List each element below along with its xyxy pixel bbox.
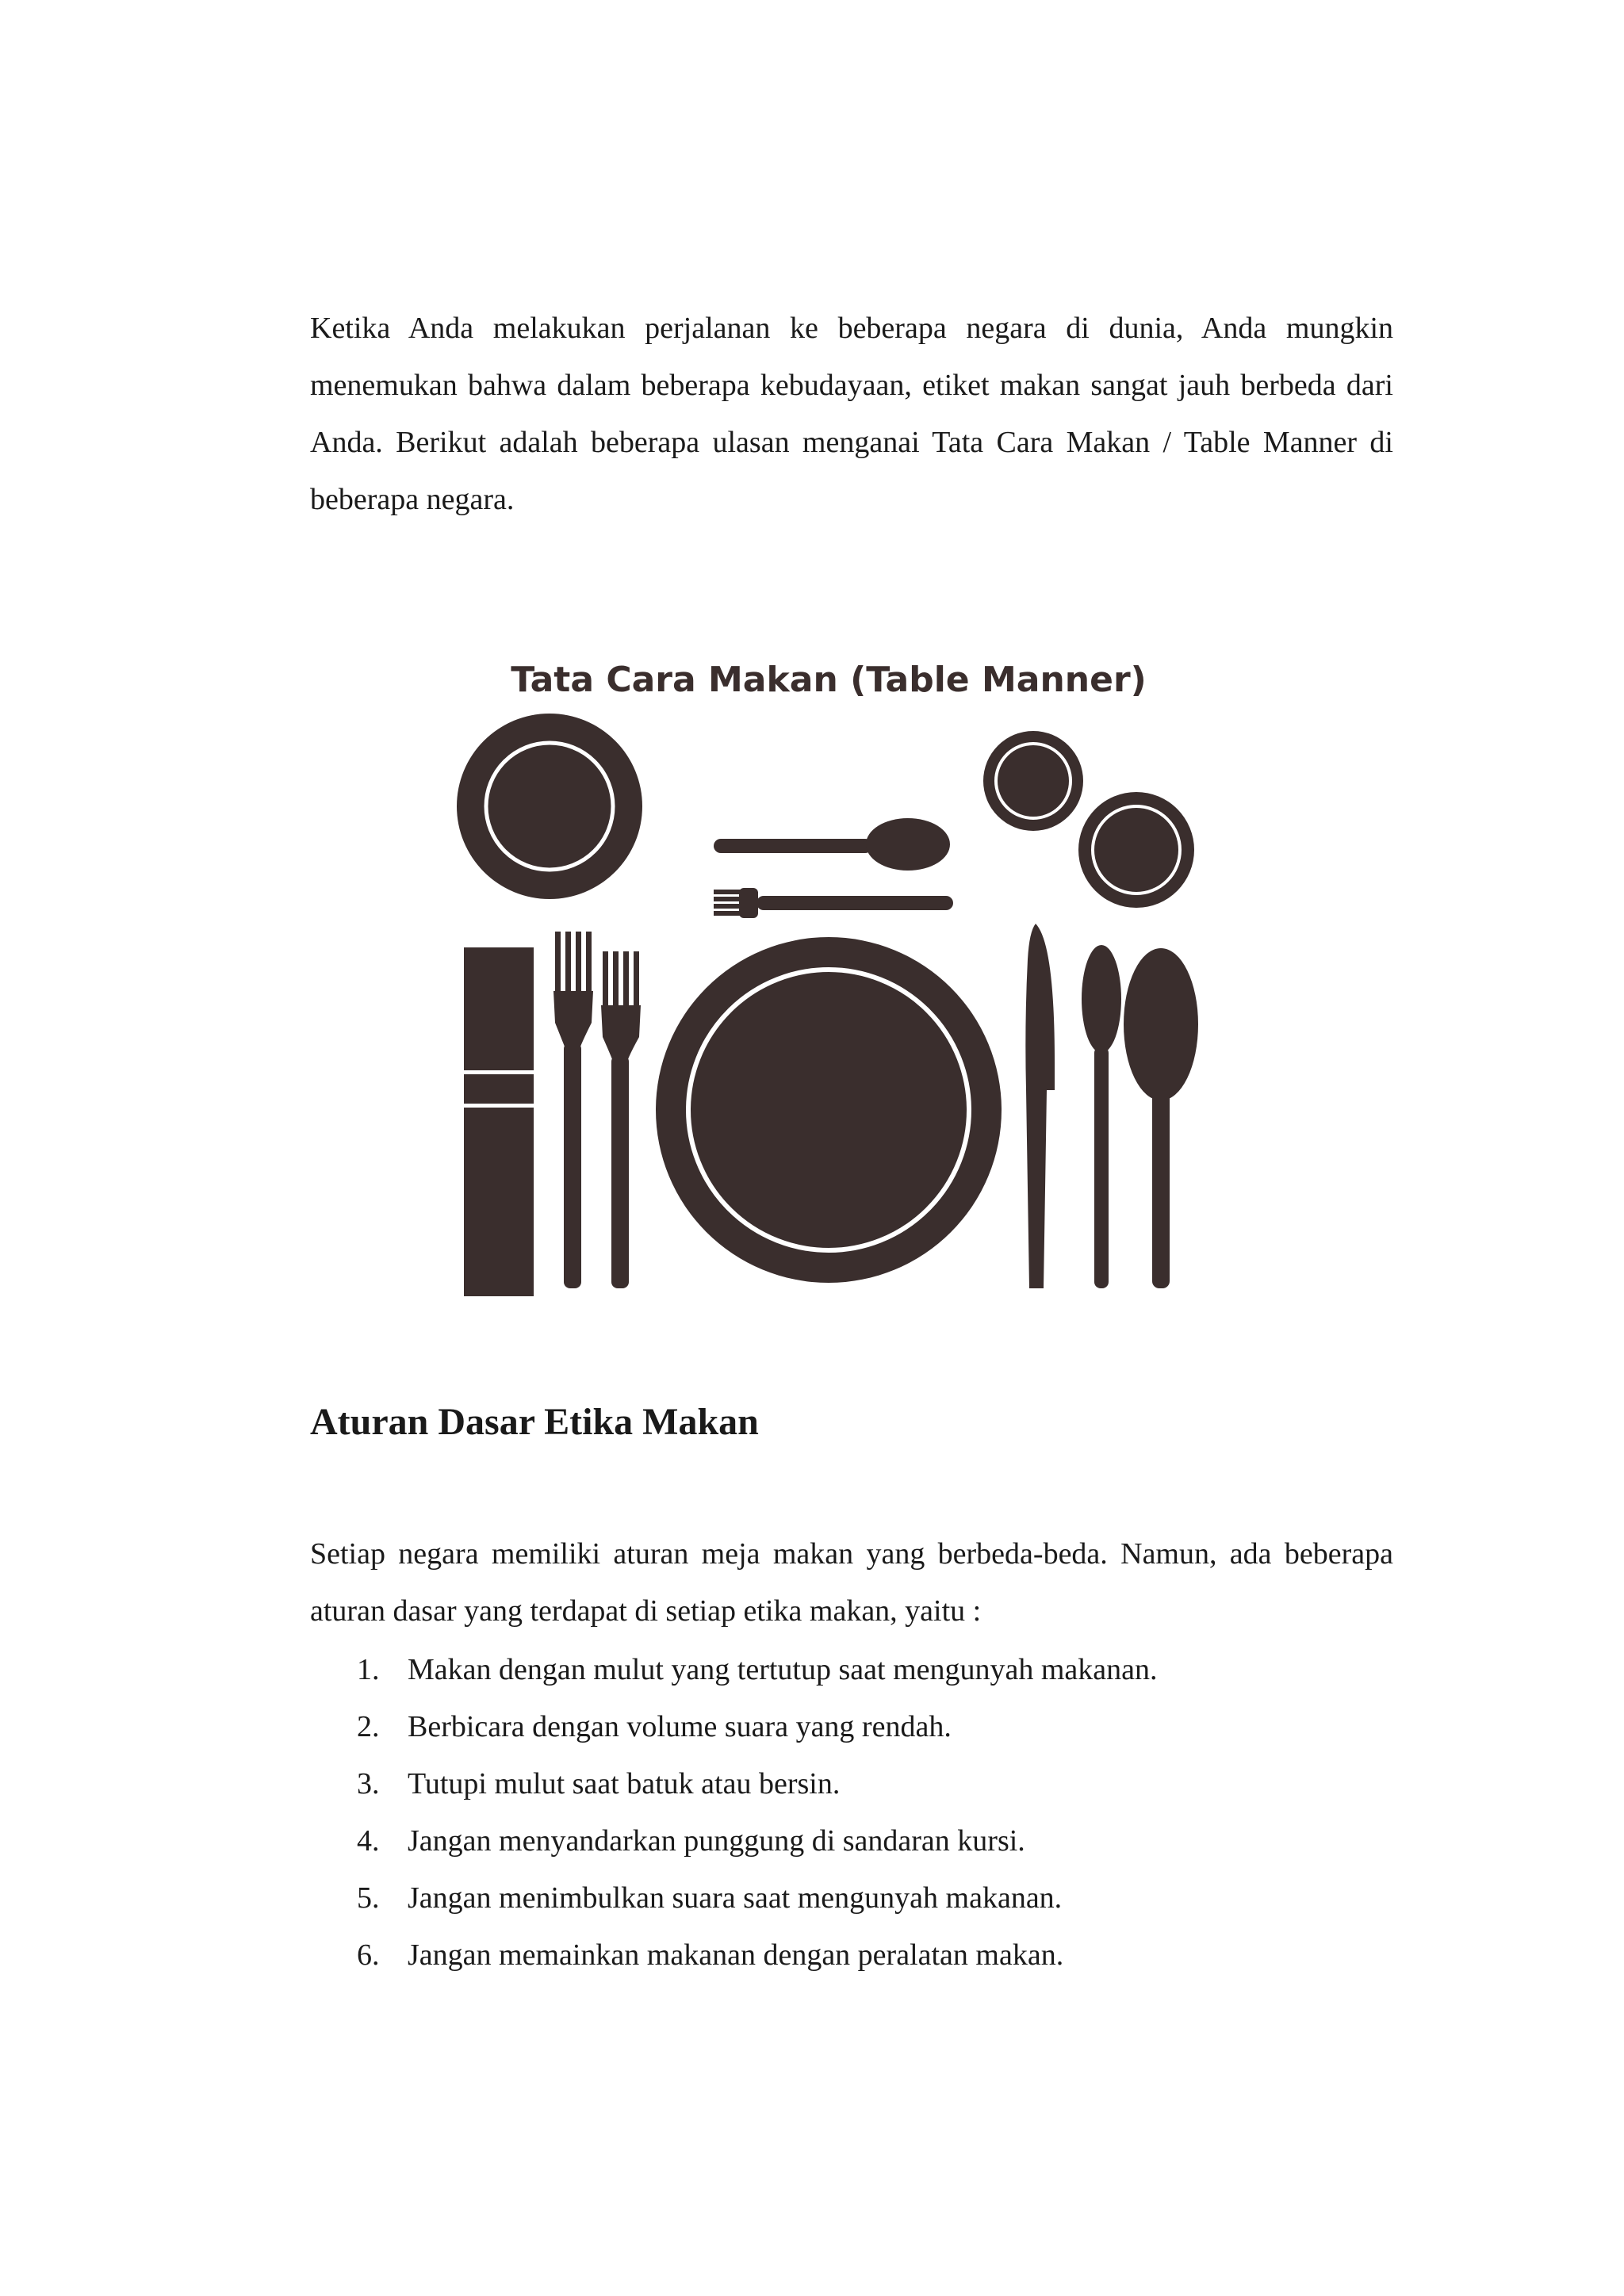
soup-spoon-icon (1124, 948, 1198, 1288)
list-text: Jangan memainkan makanan dengan peralatan makan. (408, 1938, 1064, 1972)
napkin-icon (464, 947, 534, 1296)
dessert-spoon-icon (714, 818, 950, 871)
wine-glass-icon (1078, 792, 1194, 908)
figure-title: Tata Cara Makan (Table Manner) (511, 660, 1147, 700)
list-text: Tutupi mulut saat batuk atau bersin. (408, 1767, 841, 1800)
list-text: Jangan menyandarkan punggung di sandaran kursi. (408, 1824, 1025, 1858)
teaspoon-icon (1082, 945, 1121, 1288)
table-setting-svg (452, 650, 1205, 1308)
list-text: Jangan menimbulkan suara saat mengunyah makanan. (408, 1881, 1063, 1915)
intro-paragraph: Ketika Anda melakukan perjalanan ke beberapa negara di dunia, Anda mungkin menemukan bahwa dalam beberapa kebudayaan, etiket makan sangat jauh berbeda dari Anda. Berikut adalah beberapa ulasan menganai Tata Cara Makan / Table Manner di beberapa negara. (310, 312, 1393, 516)
tableware-group (457, 714, 1198, 1296)
dessert-fork-icon (714, 888, 953, 918)
list-item (357, 1869, 1388, 1927)
dinner-plate-icon (656, 937, 1002, 1283)
dinner-fork-icon (601, 951, 641, 1288)
water-glass-icon (983, 731, 1083, 831)
list-number: 4. (357, 1824, 380, 1858)
salad-fork-icon (553, 932, 593, 1288)
section-heading: Aturan Dasar Etika Makan (310, 1401, 759, 1443)
list-number: 2. (357, 1710, 380, 1743)
list-item (357, 1755, 1388, 1812)
table-setting-illustration (452, 650, 1205, 1308)
section-paragraph: Setiap negara memiliki aturan meja makan yang berbeda-beda. Namun, ada beberapa aturan dasar yang terdapat di setiap etika makan, yaitu : (310, 1537, 1393, 1628)
list-text: Makan dengan mulut yang tertutup saat mengunyah makanan. (408, 1653, 1158, 1686)
rules-list (357, 1641, 1388, 1984)
knife-icon (1025, 924, 1055, 1288)
list-text: Berbicara dengan volume suara yang rendah. (408, 1710, 952, 1743)
list-item (357, 1927, 1388, 1984)
list-number: 5. (357, 1881, 380, 1915)
list-item (357, 1641, 1388, 1698)
list-item (357, 1698, 1388, 1755)
list-item (357, 1812, 1388, 1869)
bread-plate-icon (457, 714, 642, 899)
list-number: 1. (357, 1653, 380, 1686)
list-number: 3. (357, 1767, 380, 1800)
list-number: 6. (357, 1938, 380, 1972)
